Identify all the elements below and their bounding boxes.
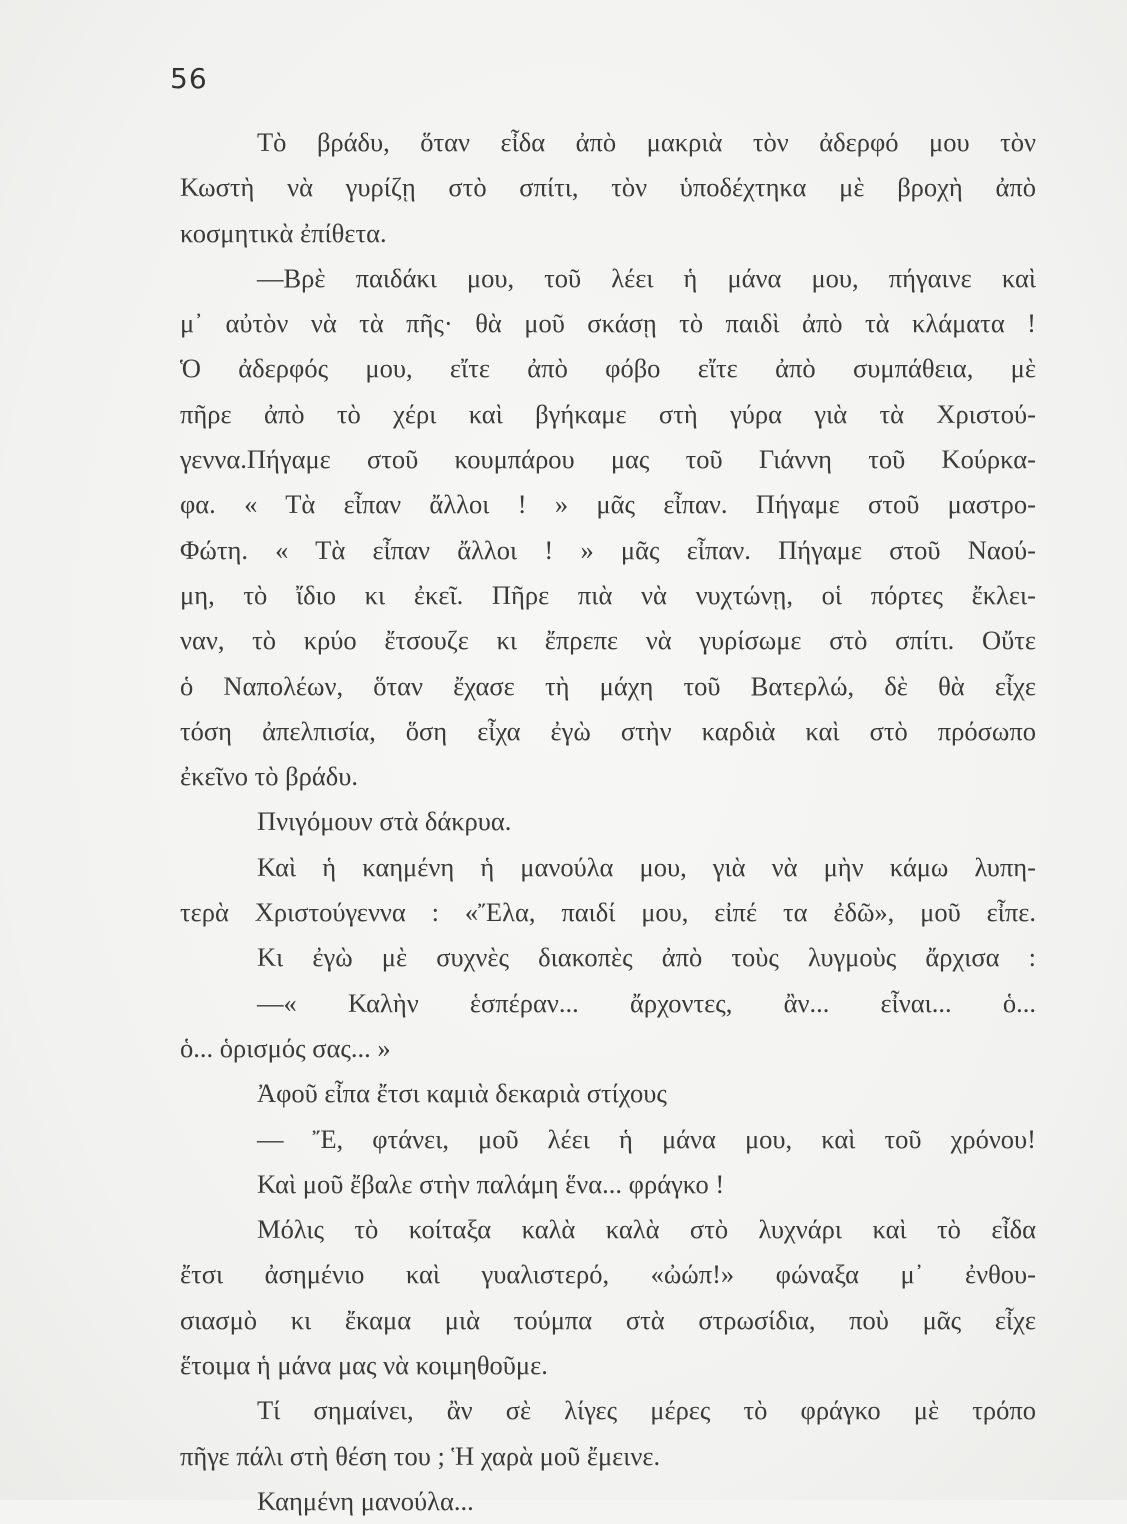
text-line: Τὸ βράδυ, ὅταν εἶδα ἀπὸ μακριὰ τὸν ἀδερφό μου τὸν [257,127,1036,157]
text-line: Καὶ ἡ καημένη ἡ μανούλα μου, γιὰ νὰ μὴν κάμω λυπη- [257,851,1036,882]
text-line: πῆγε πάλι στὴ θέση του ; Ἡ χαρὰ μοῦ ἔμεινε. [180,1440,661,1471]
text-line: Μόλις τὸ κοίταξα καλὰ καλὰ στὸ λυχνάρι καὶ τὸ εἶδα [257,1214,1036,1245]
text-line: μ᾽ αὐτὸν νὰ τὰ πῆς· θὰ μοῦ σκάσῃ τὸ παιδὶ ἀπὸ τὰ κλάματα ! [180,308,1036,339]
text-line: Κωστὴ νὰ γυρίζῃ στὸ σπίτι, τὸν ὑποδέχτηκα μὲ βροχὴ ἀπὸ [180,172,1036,203]
text-line: —Βρὲ παιδάκι μου, τοῦ λέει ἡ μάνα μου, πήγαινε καὶ [257,262,1036,293]
body-text [180,120,1036,1524]
text-line: τερὰ Χριστούγεννα : «Ἔλα, παιδί μου, εἰπέ τα ἐδῶ», μοῦ εἶπε. [180,897,1036,928]
text-line: Ἀφοῦ εἶπα ἔτσι καμιὰ δεκαριὰ στίχους [257,1078,667,1109]
text-line: —« Καλὴν ἑσπέραν... ἄρχοντες, ἂν... εἶναι... ὁ... [257,987,1036,1018]
text-line: Ὁ ἀδερφός μου, εἴτε ἀπὸ φόβο εἴτε ἀπὸ συμπάθεια, μὲ [180,353,1036,384]
text-line: πῆρε ἀπὸ τὸ χέρι καὶ βγήκαμε στὴ γύρα γιὰ τὰ Χριστού- [180,398,1036,429]
text-line: Καὶ μοῦ ἔβαλε στὴν παλάμη ἕνα... φράγκο ! [257,1168,725,1199]
text-line: ἕτοιμα ἡ μάνα μας νὰ κοιμηθοῦμε. [180,1350,548,1381]
text-line: ὁ Ναπολέων, ὅταν ἔχασε τὴ μάχη τοῦ Βατερλώ, δὲ θὰ εἶχε [180,670,1036,701]
text-line: γεννα.Πήγαμε στοῦ κουμπάρου μας τοῦ Γιάννη τοῦ Κούρκα- [180,444,1036,475]
page-number: 56 [170,62,208,95]
text-line: μη, τὸ ἴδιο κι ἐκεῖ. Πῆρε πιὰ νὰ νυχτώνῃ, οἱ πόρτες ἔκλει- [180,579,1036,610]
text-line: Φώτη. « Τὰ εἶπαν ἄλλοι ! » μᾶς εἶπαν. Πήγαμε στοῦ Ναού- [180,534,1036,565]
text-line: Κι ἐγὼ μὲ συχνὲς διακοπὲς ἀπὸ τοὺς λυγμοὺς ἄρχισα : [257,942,1036,973]
text-line: ἔτσι ἀσημένιο καὶ γυαλιστερό, «ὠώπ!» φώναξα μ᾽ ἐνθου- [180,1259,1036,1290]
text-line: Τί σημαίνει, ἂν σὲ λίγες μέρες τὸ φράγκο μὲ τρόπο [257,1395,1036,1426]
text-line: Πνιγόμουν στὰ δάκρυα. [257,806,512,837]
text-line: φα. « Τὰ εἶπαν ἄλλοι ! » μᾶς εἶπαν. Πήγαμε στοῦ μαστρο- [180,489,1036,520]
text-line: ἐκεῖνο τὸ βράδυ. [180,761,358,792]
text-line: ναν, τὸ κρύο ἔτσουζε κι ἔπρεπε νὰ γυρίσωμε στὸ σπίτι. Οὔτε [180,625,1036,656]
text-line: κοσμητικὰ ἐπίθετα. [180,217,387,248]
text-line: ὁ... ὁρισμός σας... » [180,1032,391,1063]
text-line: Καημένη μανούλα... [257,1485,474,1516]
text-line: — Ἔ, φτάνει, μοῦ λέει ἡ μάνα μου, καὶ τοῦ χρόνου! [257,1123,1036,1154]
text-line: τόση ἀπελπισία, ὅση εἶχα ἐγὼ στὴν καρδιὰ καὶ στὸ πρόσωπο [180,715,1036,746]
text-line: σιασμὸ κι ἔκαμα μιὰ τούμπα στὰ στρωσίδια, ποὺ μᾶς εἶχε [180,1304,1036,1335]
